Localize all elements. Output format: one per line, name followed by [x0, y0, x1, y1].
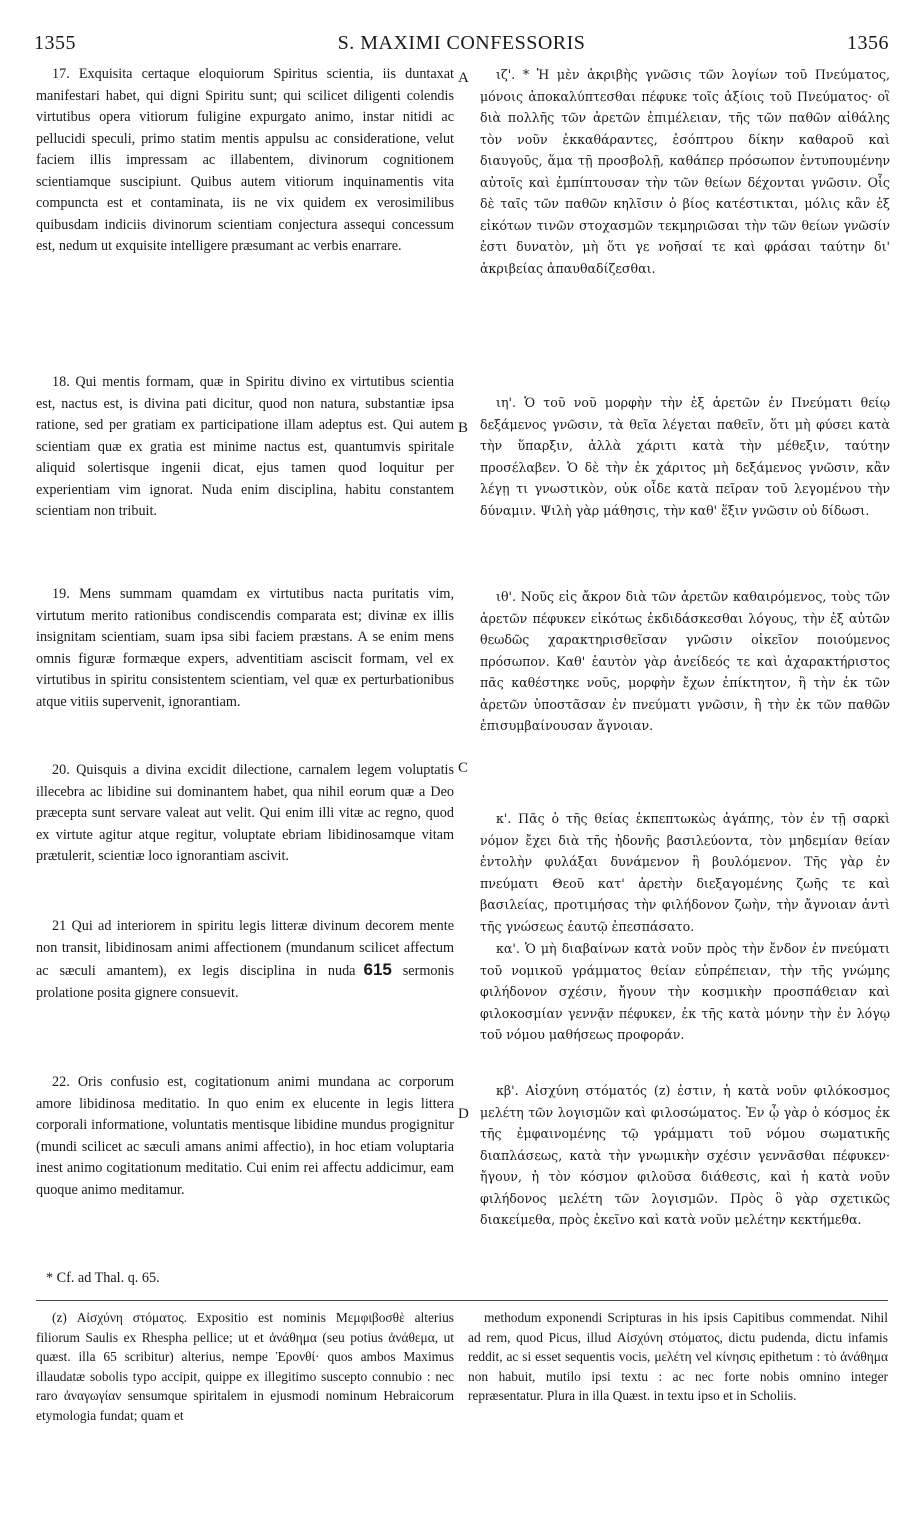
greek-paragraph-21: κα'. Ὁ μὴ διαβαίνων κατὰ νοῦν πρὸς τὴν ἔνδον ἐν πνεύματι τοῦ νομικοῦ γράμματος θείαν εὐπρέπειαν, τὴν τῆς γνώμης φιλήδονον σχέσιν, ἤγουν τὴν κοσμικὴν προσπάθειαν καὶ φιλοκοσμίαν γεννᾷν πέφυκεν, ἐκ τῆς κατὰ μόνην τὴν ἐν λόγῳ τοῦ νόμου μαθήσεως προφοράν.: [480, 941, 890, 1042]
editorial-note-right: [468, 1308, 888, 1406]
latin-footnote: [36, 1268, 454, 1290]
page-header: [34, 32, 889, 58]
greek-paragraph-19: ιθ'. Νοῦς εἰς ἄκρον διὰ τῶν ἀρετῶν καθαιρόμενος, τοὺς τῶν ἀρετῶν πέφυκεν εἰκότως ἐκδιδάσκεσθαι λόγους, τὴν ἐξ αὐτῶν θεωδῶς χαρακτηρισθεῖσαν γνῶσιν οἰκεῖον ποιούμενος πρόσωπον. Καθ' ἑαυτὸν γὰρ ἀνείδεός τε καὶ ἀχαρακτήριστος πᾶς καθέστηκε νοῦς, μορφὴν ἔχων ἐπίκτητον, ἢ τὴν ἐκ τῶν ἀρετῶν ὑποστᾶσαν ἐν πνεύματι γνῶσιν, ἢ τὴν ἐκ τῶν παθῶν ἐπισυμβαίνουσαν ἄγνοιαν.: [480, 589, 890, 733]
greek-section-19: [480, 586, 890, 737]
greek-section-18: [480, 392, 890, 521]
latin-section-19: [36, 584, 454, 713]
margin-marker-c: C: [458, 760, 469, 776]
latin-section-18: [36, 372, 454, 523]
latin-paragraph-22: 22. Oris confusio est, cogitationum animi mundana ac corporum amore libidinosa meditatio. In quo enim ex elucente in legis littera corporali informatione, voluntatis mentisque libidine mundus progignitur (mundi scilicet ac sæculi amans animi affectio), in hoc etiam voluptaria inest animo cogitationum meditatio. Cui enim rei affectu addicimur, eam quoque animo meditamur.: [36, 1074, 454, 1198]
latin-paragraph-19: 19. Mens summam quamdam ex virtutibus nacta puritatis vim, virtutum merito rationibus condiscendis comparata est; divinæ ex illis insignitam scientiam, suam ipsa sibi faciem præstans. A se enim mens omnis figuræ formæque expers, adventitiam asciscit formam, vel ex virtutibus in spiritu consistentem scientiam, vel quæ ex perturbationibus atque vitiis supervenit, ignorantiam.: [36, 586, 454, 710]
notes-divider: [36, 1300, 888, 1301]
editorial-note-right-text: methodum exponendi Scripturas in his ipsis Capitibus commendat. Nihil ad rem, quod Picus, illud Αἰσχύνη στόματος, dictu pudenda, dictu infamis reddit, ac si esset sequentis vocis, μελέτη vel κίνησις epithetum : τὸ ἀνάθημα non habuit, mutilo ipsi textu : ac nec forte nobis omnino integer repræsentatur. Plura in illa Quæst. in textu ipso et in Scholiis.: [468, 1310, 888, 1403]
editorial-note-left: [36, 1308, 454, 1425]
footnote-ref: * Cf. ad Thal. q. 65.: [46, 1270, 160, 1286]
latin-section-21: [36, 916, 454, 1004]
editorial-note-left-text: (z) Αἰσχύνη στόματος. Expositio est nominis Μεμφιβοσθὲ alterius filiorum Saulis ex Rhespha pellice; ut et ἀνάθημα (seu potius ἀνάθεμα, ut quæst. illa 65 scribitur) alterius, nempe Ἐρονθί· quos ambos Maximus illaudatæ sobolis typo accipit, quippe ex illegitimo suscepto connubio : nec raro ἀναγωγίαν sensumque spiritalem in ejusmodi nominum Hebraicorum etymologia fundat; quam et: [36, 1310, 454, 1423]
latin-paragraph-20: 20. Quisquis a divina excidit dilectione, carnalem legem voluptatis illecebra ac libidine sui dominantem habet, qua nihil eorum quæ a Deo præcepta sunt servare valeat aut velit. Qui enim illi vitæ ac regno, quod ex virtute agitur atque regitur, voluptate ebriam libidinosamque vitam prætulerit, scientiæ loco ignorantiam ascivit.: [36, 762, 454, 864]
greek-section-22: [480, 1080, 890, 1231]
margin-marker-a: A: [458, 70, 469, 86]
latin-paragraph-21: [36, 916, 454, 1004]
latin-paragraph-18: 18. Qui mentis formam, quæ in Spiritu divino ex virtutibus scientia est, nactus est, is divina pati dicitur, quod non natura, substantiæ ipsa ratione, sed per gratiam ex participatione illam adeptus est. Qui autem scientiam quæ ex gratia est minime nactus est, quantumvis spiritale aliquid solertisque ingenii dicat, ejus tamen quod loquitur per experientiam vim ignorat. Nuda enim disciplina, habitu constantem scientiam non tribuit.: [36, 374, 454, 519]
latin-section-17: [36, 64, 454, 258]
margin-marker-d: D: [458, 1106, 469, 1122]
greek-section-20: [480, 808, 890, 937]
margin-marker-b: B: [458, 420, 469, 436]
greek-paragraph-17: ιζ'. * Ἡ μὲν ἀκριβὴς γνῶσις τῶν λογίων τοῦ Πνεύματος, μόνοις ἀποκαλύπτεσθαι πέφυκε τοῖς ἀξίοις τοῦ Πνεύματος· οἳ διὰ πολλῆς τῶν ἀρετῶν ἐπιμέλειαν, τῆς τῶν παθῶν αἰθάλης τὸν νοῦν ἐκκαθάραντες, ἐσόπτρου δίκην καθαροῦ καὶ διαυγοῦς, ἅμα τῇ προσβολῇ, καθάπερ πρόσωπον ἐντυπουμένην αὐτοῖς καὶ ἐμπίπτουσαν τὴν τῶν θείων δέχονται γνῶσιν. Οἷς δὲ ταῖς τῶν παθῶν κηλῖσιν ὁ βίος κατέστικται, μόλις κἂν ἐξ εἰκότων τινῶν στοχασμῶν τεκμηριῶσαι τὴν τῶν θείων γνῶσίν ἐστι δυνατὸν, μὴ ὅτι γε νοῆσαί τε καὶ φράσαι ταύτην δι' ἀκριβείας ἀπαυθαδίζεσθαι.: [480, 67, 890, 276]
greek-section-17: [480, 64, 890, 279]
latin-paragraph-21-text: 21 Qui ad interiorem in spiritu legis litteræ divinum decorem mente non transit, libidinosam animi affectionem (mundanum scilicet affectum ac sæculi amantem), ex legis disciplina in nuda: [36, 918, 454, 979]
latin-paragraph-17: 17. Exquisita certaque eloquiorum Spiritus scientia, iis duntaxat manifestari habet, qui digni Spiritu sunt; qui scilicet diligenti colendis virtutibus opera vitiorum fuligine expurgato animo, instar nitidi ac pellucidi speculi, primo statim mentis appulsu ac consideratione, velut faciem illis impressam ac illabentem, divinorum cognitionem scientiamque suscipiunt. Quibus autem vitiorum inquinamentis vita compuncta est et contaminata, iis ne vix quidem ex verosimilibus quibusdam indiciis divinorum scientiam conjectura assequi concessum est, nedum ut exquisite intelligere præsumant ac verbis enarrare.: [36, 66, 454, 254]
latin-paragraph-21-end: sermonis prolatione posita gignere consuevit.: [36, 963, 455, 1001]
latin-section-20: [36, 760, 454, 868]
running-title: S. MAXIMI CONFESSORIS: [337, 32, 586, 54]
greek-paragraph-18: ιη'. Ὁ τοῦ νοῦ μορφὴν τὴν ἐξ ἀρετῶν ἐν Πνεύματι θείῳ δεξάμενος γνῶσιν, τὰ θεῖα λέγεται παθεῖν, ὅτι μὴ φύσει κατὰ τὴν ὕπαρξιν, ἀλλὰ χάριτι κατὰ τὴν μέθεξιν, ταύτην προσέλαβεν. Ὁ δὲ τὴν ἐκ χάριτος μὴ δεξάμενος γνῶσιν, κἂν λέγῃ τι γνωστικὸν, οὐκ οἶδε κατὰ πεῖραν τοῦ λεγομένου τὴν δύναμιν. Ψιλὴ γὰρ μάθησις, τὴν καθ' ἕξιν γνῶσιν οὐ δίδωσι.: [480, 395, 890, 518]
greek-paragraph-20: κ'. Πᾶς ὁ τῆς θείας ἐκπεπτωκὼς ἀγάπης, τὸν ἐν τῇ σαρκὶ νόμον ἔχει διὰ τῆς ἡδονῆς βασιλεύοντα, τὸν μηδεμίαν θείαν ἐντολὴν φυλάξαι δυνάμενον ἢ βουλόμενον. Τῆς γὰρ ἐν πνεύματι Θεοῦ κατ' ἀρετὴν διεξαγομένης ζωῆς τε καὶ βασιλείας, προτιμήσας τὴν φιλήδονον ζωὴν, τὴν ἄγνοιαν ἀντὶ τῆς γνώσεως ἑαυτῷ ἐπεσπάσατο.: [480, 811, 890, 934]
greek-section-21: [480, 938, 890, 1046]
greek-paragraph-22: κβ'. Αἰσχύνη στόματός (z) ἐστιν, ἡ κατὰ νοῦν φιλόκοσμος μελέτη τῶν λογισμῶν καὶ φιλοσώματος. Ἐν ᾧ γὰρ ὁ κόσμος ἐκ τῆς ἐμφαινομένης τῷ γράμματι τοῦ νόμου σωματικῆς διαπλάσεως, κατὰ τὴν γνωμικὴν σχέσιν γεννᾶσθαι πέφυκεν· ἤγουν, ἡ τὸν κόσμον φιλοῦσα διάθεσις, καὶ ἡ κατὰ νοῦν φιλήδονος μελέτη τῶν λογισμῶν. Πρὸς ὃ γὰρ σχετικῶς διακείμεθα, πρὸς ἐκεῖνο καὶ κατὰ νοῦν μελέτην κεκτήμεθα.: [480, 1083, 890, 1227]
page-number-left: 1355: [34, 32, 76, 54]
column-number-615: 615: [363, 960, 392, 979]
page-number-right: 1356: [847, 32, 889, 54]
latin-section-22: [36, 1072, 454, 1201]
